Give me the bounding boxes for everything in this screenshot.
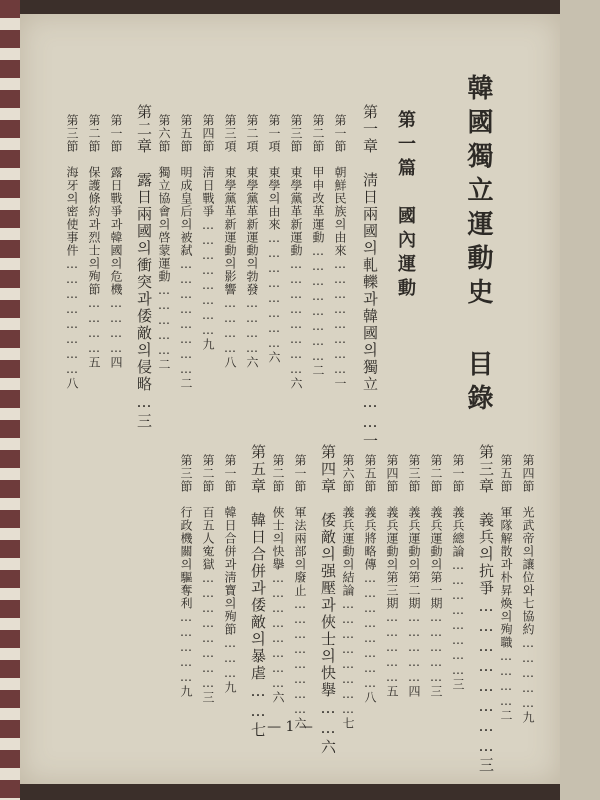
toc-section: 第五節 軍隊解散과朴昇煥의殉職…………二 [499, 454, 513, 722]
next-page-edge [560, 0, 600, 800]
toc-section: 第一節 韓日合併과淸寶의殉節………九 [223, 454, 237, 694]
toc-section: 第三節 義兵運動의第二期……………四 [407, 454, 421, 698]
toc-section: 第二節 甲申改革運動……………………二 [311, 114, 325, 377]
toc-section: 第一節 義兵總論……………………三 [451, 454, 465, 691]
toc-section: 第六節 義兵運動의結論……………………七 [341, 454, 355, 730]
toc-section: 第三項 東學黨革新運動의影響…………八 [223, 114, 237, 369]
toc-section: 第六節 獨立協會의啓蒙運動……………二 [157, 114, 171, 371]
toc-chapter: 第四章 倭敵의强壓과俠士의快擧……六 [319, 444, 337, 756]
toc-section: 第三節 行政機關의驅奪利……………九 [179, 454, 193, 698]
toc-section: 第二項 東學黨革新運動의勃發…………六 [245, 114, 259, 369]
book-title: 韓國獨立運動史 目錄 [463, 74, 493, 418]
toc-chapter: 第一章 淸日兩國의軋轢과韓國의獨立……一 [361, 104, 379, 450]
toc-chapter: 第五章 韓日合併과倭敵의暴虐……七 [249, 444, 267, 739]
toc-section: 第一項 東學의由來……………………六 [267, 114, 281, 364]
toc-section: 第四節 淸日戰爭……………………九 [201, 114, 215, 351]
part-heading: 第一篇 國內運動 [395, 110, 416, 302]
toc-section: 第三節 東學黨革新運動……………………六 [289, 114, 303, 390]
toc-section: 第四節 光武帝의讓位와七協約……………九 [521, 454, 535, 724]
toc-chapter: 第二章 露日兩國의衝突과倭敵의侵略…三 [135, 104, 153, 430]
toc-section: 第四節 義兵運動의第三期……………五 [385, 454, 399, 698]
toc-section: 第五節 明成皇后의被弑……………………二 [179, 114, 193, 390]
toc-section: 第二節 百五人寃獄……………………三 [201, 454, 215, 704]
toc-section: 第五節 義兵將略傳……………………八 [363, 454, 377, 704]
toc-section: 第三節 海牙의密使事件……………………八 [65, 114, 79, 390]
toc-section: 第一節 軍法兩部의廢止……………………六 [293, 454, 307, 730]
page-number: — 1 — [267, 719, 313, 735]
background-wall [0, 0, 20, 800]
book-page [20, 14, 560, 784]
toc-section: 第一節 露日戰爭과韓國의危機…………四 [109, 114, 123, 369]
toc-chapter: 第三章 義兵의抗爭……………………三 [477, 444, 495, 774]
toc-section: 第一節 朝鮮民族의由來……………………一 [333, 114, 347, 390]
toc-section: 第二節 義兵運動의第一期……………三 [429, 454, 443, 698]
toc-section: 第二節 保護條約과烈士의殉節…………五 [87, 114, 101, 369]
toc-section: 第二節 俠士의快擧……………………六 [271, 454, 285, 704]
